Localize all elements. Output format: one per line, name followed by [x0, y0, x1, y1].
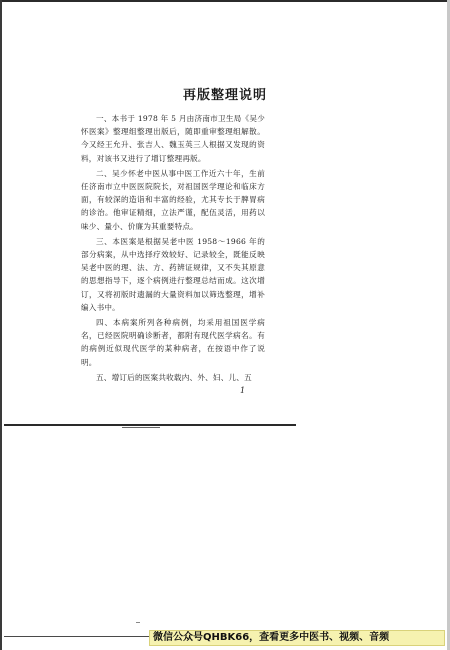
document-title: 再版整理说明 — [182, 88, 267, 103]
page-number: 1 — [240, 386, 246, 395]
paragraph-2: 二、吴少怀老中医从事中医工作近六十年，生前任济南市立中医医院院长，对祖国医学理论和临床方面，有较深的造诣和丰富的经验，尤其专长于脾胃病的诊治。他审证精细，立法严谨，配伍灵活，用药以味少、量小、价廉为其重要特点。 — [81, 168, 265, 231]
paragraph-1: 一、本书于 1978 年 5 月由济南市卫生局《吴少怀医案》整理组整理出版后，随即重审整理组解散。今又经王允升、张吉人、魏玉英三人根据又发现的资料，对该书又进行了增订整理再版。 — [81, 114, 265, 163]
paragraph-3: 三、本医案是根据吴老中医 1958～1966 年的部分病案，从中选择疗效较好、记录较全，既能反映吴老中医的理、法、方、药辨证规律，又不失其原意的思想指导下，逐个病例进行整理总结而成。这次增订，又将初版时遗漏的大量资料加以筛选整理，增补编入书中。 — [81, 236, 265, 312]
page-top-border — [0, 0, 450, 2]
paragraph-4: 四、本病案所列各种病例，均采用祖国医学病名，已经医院明确诊断者，都附有现代医学病名。有的病例近似现代医学的某种病者，在按语中作了说明。 — [81, 318, 265, 367]
watermark-banner: 微信公众号QHBK66，查看更多中医书、视频、音频 — [149, 630, 445, 646]
scan-mark — [136, 622, 140, 623]
page-bottom-rule-fragment — [122, 427, 160, 428]
page-bottom-rule — [4, 424, 296, 426]
paragraph-5: 五、增订后的医案共收载内、外、妇、儿、五 — [96, 372, 252, 382]
document-body — [81, 112, 265, 386]
